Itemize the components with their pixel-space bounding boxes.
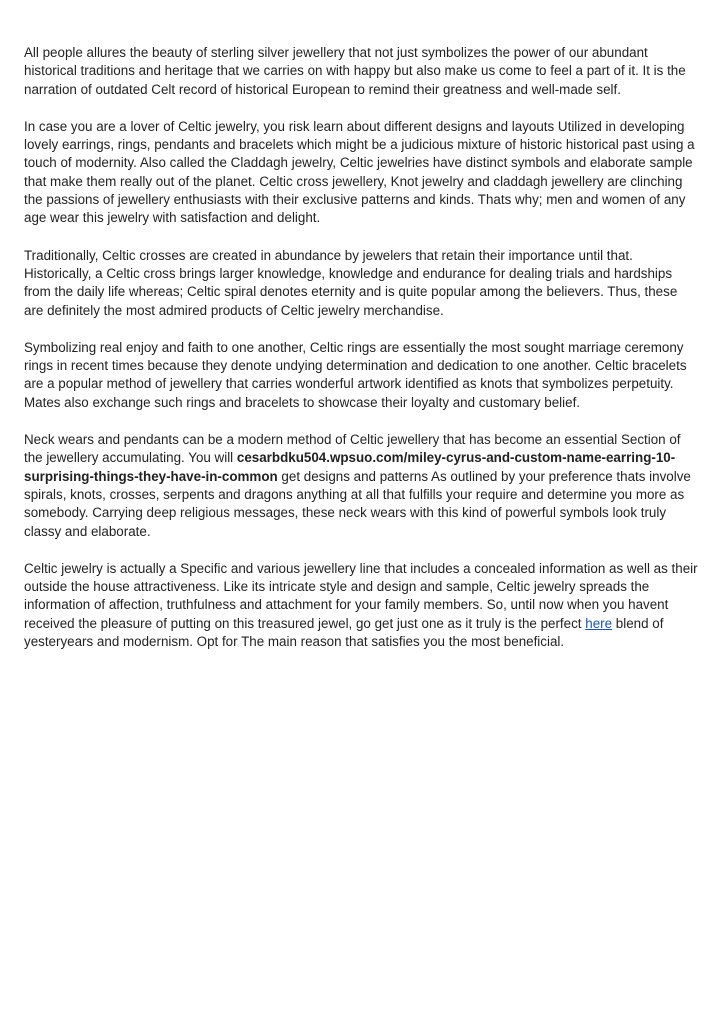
paragraph-celtic-specific-text-before: Celtic jewelry is actually a Specific and various jewellery line that includes a concealed information as well as their outside the house attractiveness. Like its intricate style and design and sample, Celtic jewelry spreads the information of affection, truthfulness and attachment for your family members. So, until now when you havent received the pleasure of putting on this treasured jewel, go get just one as it truly is the perfect — [24, 560, 698, 631]
paragraph-celtic-rings: Symbolizing real enjoy and faith to one another, Celtic rings are essentially the most sought marriage ceremony rings in recent times because they denote undying determination and dedication to one another. Celtic bracelets are a popular method of jewellery that carries wonderful artwork identified as knots that symbolizes perpetuity. Mates also exchange such rings and bracelets to showcase their loyalty and customary belief. — [24, 339, 687, 410]
here-link[interactable]: here — [585, 615, 613, 631]
paragraph-celtic-specific — [24, 560, 698, 651]
paragraph-neck-wears-text-after: get designs and patterns As outlined by your preference thats involve spirals, knots, crosses, serpents and dragons anything at all that fulfills your require and determine you more as somebody. Carrying deep religious messages, these neck wears with this kind of powerful symbols look truly classy and elaborate. — [24, 468, 691, 539]
paragraph-celtic-specific-text-after: blend of yesteryears and modernism. Opt for The main reason that satisfies you the most beneficial. — [24, 615, 664, 650]
paragraph-celtic-lover: In case you are a lover of Celtic jewelry, you risk learn about different designs and layouts Utilized in developing lovely earrings, rings, pendants and bracelets which might be a judicious mixture of historic historical past using a touch of modernity. Also called the Claddagh jewelry, Celtic jewelries have distinct symbols and elaborate sample that make them really out of the planet. Celtic cross jewellery, Knot jewelry and claddagh jewellery are clinching the passions of jewellery enthusiasts with their exclusive patterns and kinds. Thats why; men and women of any age wear this jewelry with satisfaction and delight. — [24, 118, 695, 226]
paragraph-neck-wears — [24, 431, 698, 541]
paragraph-celtic-crosses: Traditionally, Celtic crosses are created in abundance by jewelers that retain their importance until that. Historically, a Celtic cross brings larger knowledge, knowledge and endurance for dealing trials and hardships from the daily life whereas; Celtic spiral denotes eternity and is quite popular among the believers. Thus, these are definitely the most admired products of Celtic jewelry merchandise. — [24, 247, 678, 318]
paragraph-neck-wears-text-before: Neck wears and pendants can be a modern method of Celtic jewellery that has become an essential Section of the jewellery accumulating. You will — [24, 432, 681, 466]
paragraph-intro: All people allures the beauty of sterling silver jewellery that not just symbolizes the power of our abundant historical traditions and heritage that we carries on with happy but also make us come to feel a part of it. It is the narration of outdated Celt record of historical European to remind their greatness and well-made self. — [24, 45, 686, 97]
document-body — [24, 44, 698, 670]
bold-url-link[interactable]: cesarbdku504.wpsuo.com/miley-cyrus-and-custom-name-earring-10-surprising-things-they-have-in-common — [24, 450, 676, 484]
